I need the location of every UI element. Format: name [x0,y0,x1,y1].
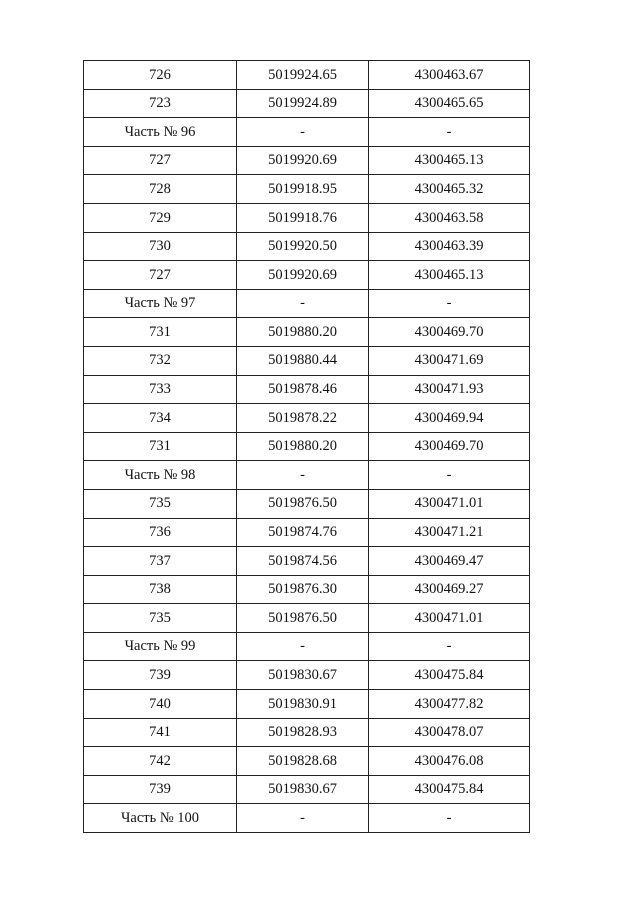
x-coordinate-cell: 5019874.56 [237,547,369,576]
x-coordinate-cell: - [237,289,369,318]
y-coordinate-cell: 4300471.69 [369,346,530,375]
table-row [84,61,530,90]
part-header-row [84,118,530,147]
table-row [84,718,530,747]
y-coordinate-cell: 4300477.82 [369,690,530,719]
point-number-cell: 731 [84,318,237,347]
x-coordinate-cell: 5019828.68 [237,747,369,776]
table-row [84,690,530,719]
table-row [84,604,530,633]
y-coordinate-cell: 4300476.08 [369,747,530,776]
point-number-cell: 739 [84,661,237,690]
point-number-cell: 734 [84,404,237,433]
part-header-row [84,632,530,661]
x-coordinate-cell: - [237,461,369,490]
x-coordinate-cell: 5019880.44 [237,346,369,375]
table-row [84,432,530,461]
table-row [84,232,530,261]
x-coordinate-cell: 5019920.50 [237,232,369,261]
y-coordinate-cell: 4300469.70 [369,318,530,347]
y-coordinate-cell: - [369,804,530,833]
y-coordinate-cell: 4300465.65 [369,89,530,118]
x-coordinate-cell: 5019876.50 [237,489,369,518]
part-label-cell: Часть № 98 [84,461,237,490]
point-number-cell: 740 [84,690,237,719]
y-coordinate-cell: 4300465.13 [369,261,530,290]
table-row [84,261,530,290]
part-label-cell: Часть № 99 [84,632,237,661]
table-row [84,318,530,347]
y-coordinate-cell: 4300471.21 [369,518,530,547]
y-coordinate-cell: 4300469.47 [369,547,530,576]
x-coordinate-cell: 5019876.50 [237,604,369,633]
y-coordinate-cell: 4300465.13 [369,146,530,175]
x-coordinate-cell: - [237,804,369,833]
x-coordinate-cell: 5019876.30 [237,575,369,604]
x-coordinate-cell: 5019878.46 [237,375,369,404]
coordinates-table [83,60,530,833]
x-coordinate-cell: 5019920.69 [237,146,369,175]
table-row [84,747,530,776]
point-number-cell: 735 [84,604,237,633]
x-coordinate-cell: 5019920.69 [237,261,369,290]
y-coordinate-cell: 4300463.58 [369,203,530,232]
part-label-cell: Часть № 100 [84,804,237,833]
part-header-row [84,289,530,318]
y-coordinate-cell: - [369,461,530,490]
point-number-cell: 726 [84,61,237,90]
y-coordinate-cell: 4300463.67 [369,61,530,90]
table-row [84,518,530,547]
point-number-cell: 729 [84,203,237,232]
point-number-cell: 737 [84,547,237,576]
y-coordinate-cell: 4300471.93 [369,375,530,404]
point-number-cell: 732 [84,346,237,375]
y-coordinate-cell: 4300469.27 [369,575,530,604]
x-coordinate-cell: 5019830.67 [237,661,369,690]
y-coordinate-cell: - [369,289,530,318]
point-number-cell: 736 [84,518,237,547]
x-coordinate-cell: 5019878.22 [237,404,369,433]
part-header-row [84,461,530,490]
point-number-cell: 728 [84,175,237,204]
point-number-cell: 738 [84,575,237,604]
y-coordinate-cell: 4300469.70 [369,432,530,461]
table-row [84,89,530,118]
x-coordinate-cell: 5019918.76 [237,203,369,232]
point-number-cell: 739 [84,775,237,804]
y-coordinate-cell: 4300475.84 [369,775,530,804]
y-coordinate-cell: 4300471.01 [369,604,530,633]
point-number-cell: 742 [84,747,237,776]
x-coordinate-cell: - [237,632,369,661]
x-coordinate-cell: 5019830.91 [237,690,369,719]
table-row [84,146,530,175]
table-row [84,203,530,232]
x-coordinate-cell: - [237,118,369,147]
y-coordinate-cell: 4300475.84 [369,661,530,690]
y-coordinate-cell: 4300478.07 [369,718,530,747]
part-label-cell: Часть № 97 [84,289,237,318]
x-coordinate-cell: 5019830.67 [237,775,369,804]
table-row [84,175,530,204]
point-number-cell: 735 [84,489,237,518]
part-label-cell: Часть № 96 [84,118,237,147]
point-number-cell: 731 [84,432,237,461]
x-coordinate-cell: 5019880.20 [237,318,369,347]
table-row [84,375,530,404]
table-row [84,661,530,690]
y-coordinate-cell: 4300463.39 [369,232,530,261]
x-coordinate-cell: 5019874.76 [237,518,369,547]
point-number-cell: 733 [84,375,237,404]
x-coordinate-cell: 5019918.95 [237,175,369,204]
point-number-cell: 730 [84,232,237,261]
point-number-cell: 727 [84,261,237,290]
table-row [84,404,530,433]
y-coordinate-cell: 4300469.94 [369,404,530,433]
point-number-cell: 727 [84,146,237,175]
part-header-row [84,804,530,833]
table-row [84,346,530,375]
table-row [84,775,530,804]
x-coordinate-cell: 5019828.93 [237,718,369,747]
point-number-cell: 723 [84,89,237,118]
y-coordinate-cell: - [369,632,530,661]
table-row [84,575,530,604]
x-coordinate-cell: 5019924.65 [237,61,369,90]
y-coordinate-cell: 4300465.32 [369,175,530,204]
point-number-cell: 741 [84,718,237,747]
y-coordinate-cell: 4300471.01 [369,489,530,518]
coordinates-table-body [84,61,530,833]
x-coordinate-cell: 5019924.89 [237,89,369,118]
table-row [84,547,530,576]
table-row [84,489,530,518]
y-coordinate-cell: - [369,118,530,147]
x-coordinate-cell: 5019880.20 [237,432,369,461]
